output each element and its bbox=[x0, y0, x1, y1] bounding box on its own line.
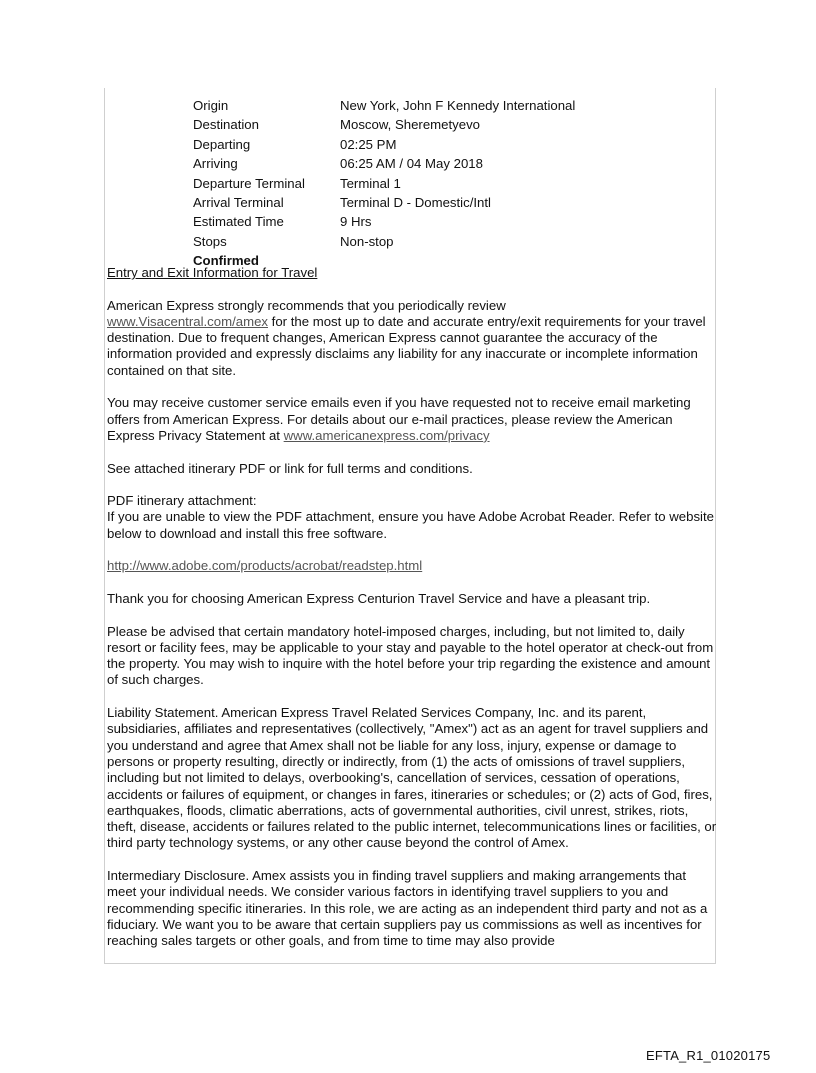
privacy-link[interactable]: www.americanexpress.com/privacy bbox=[283, 427, 490, 443]
pdf-heading: PDF itinerary attachment: bbox=[107, 493, 257, 509]
flight-value: 06:25 AM / 04 May 2018 bbox=[340, 156, 483, 172]
flight-value: 02:25 PM bbox=[340, 136, 397, 152]
itinerary-paragraph: See attached itinerary PDF or link for full terms and conditions. bbox=[107, 460, 473, 476]
flight-label: Arrival Terminal bbox=[193, 195, 284, 211]
flight-label: Arriving bbox=[193, 156, 238, 172]
entry-exit-paragraph bbox=[107, 298, 717, 379]
booking-status: Confirmed bbox=[193, 253, 259, 269]
entry-exit-rest: for the most up to date and accurate entry/exit requirements for your travel destination. Due to frequent changes, American Express cannot guarantee the accuracy of the information provided and expressly disclaims any liability for any inaccurate or incomplete information contained on that site. bbox=[107, 313, 706, 378]
pdf-paragraph bbox=[107, 493, 717, 542]
spacer bbox=[107, 281, 717, 297]
flight-value: New York, John F Kennedy International bbox=[340, 98, 576, 113]
flight-row-departing bbox=[193, 135, 640, 154]
flight-value: Terminal 1 bbox=[340, 175, 401, 191]
flight-value: Non-stop bbox=[340, 233, 394, 249]
flight-label: Destination bbox=[193, 117, 259, 133]
flight-row-departure-terminal bbox=[193, 174, 640, 193]
privacy-paragraph bbox=[107, 395, 717, 444]
pdf-text: If you are unable to view the PDF attachment, ensure you have Adobe Acrobat Reader. Refer to website below to download and install this free software. bbox=[107, 509, 714, 541]
flight-label: Departing bbox=[193, 136, 251, 152]
hotel-charges-paragraph: Please be advised that certain mandatory hotel-imposed charges, including, but not limited to, daily resort or facility fees, may be applicable to your stay and payable to the hotel operator at check-out from the property. You may wish to inquire with the hotel before your trip regarding the existence and amount of such charges. bbox=[107, 623, 714, 688]
entry-exit-heading: Entry and Exit Information for Travel bbox=[107, 265, 318, 280]
document-id: EFTA_R1_01020175 bbox=[646, 1048, 771, 1063]
adobe-reader-link[interactable]: http://www.adobe.com/products/acrobat/readstep.html bbox=[107, 558, 423, 574]
privacy-text: You may receive customer service emails even if you have requested not to receive email marketing offers from American Express. For details about our e-mail practices, please review the American Express Privacy Statement at bbox=[107, 395, 691, 443]
intermediary-paragraph: Intermediary Disclosure. Amex assists you in finding travel suppliers and making arrangements that meet your individual needs. We consider various factors in identifying travel suppliers to you and recommending specific itineraries. In this role, we are acting as an independent third party and not as a fiduciary. We want you to be aware that certain suppliers pay us commissions as well as incentives for reaching sales targets or other goals, and from time to time may also provide bbox=[107, 867, 708, 949]
thank-you-paragraph: Thank you for choosing American Express Centurion Travel Service and have a pleasant trip. bbox=[107, 590, 651, 606]
flight-value: Terminal D - Domestic/Intl bbox=[340, 195, 491, 211]
entry-exit-intro: American Express strongly recommends that you periodically review bbox=[107, 297, 506, 313]
flight-label: Stops bbox=[193, 233, 227, 249]
flight-row-arriving bbox=[193, 154, 640, 173]
flight-details-table bbox=[193, 96, 640, 271]
flight-label: Departure Terminal bbox=[193, 175, 305, 191]
adobe-link-paragraph bbox=[107, 558, 717, 574]
email-body bbox=[107, 265, 717, 966]
liability-paragraph: Liability Statement. American Express Travel Related Services Company, Inc. and its parent, subsidiaries, affiliates and representatives (collectively, "Amex") act as an agent for travel suppliers and you understand and agree that Amex shall not be liable for any loss, injury, expense or damage to persons or property resulting, directly or indirectly, from (1) the acts of omissions of travel suppliers, including but not limited to delays, overbooking's, cancellation of services, cessation of operations, accidents or failures of equipment, or changes in fares, itineraries or schedules; or (2) acts of God, fires, earthquakes, floods, climatic aberrations, acts of governmental authorities, civil unrest, strikes, riots, theft, disease, accidents or failures related to the public internet, telecommunications lines or facilities, or third party technology systems, or any other cause beyond the control of Amex. bbox=[107, 705, 717, 851]
flight-row-stops bbox=[193, 232, 640, 251]
visacentral-link[interactable]: www.Visacentral.com/amex bbox=[107, 313, 268, 329]
flight-label: Estimated Time bbox=[193, 214, 284, 230]
flight-row-estimated-time bbox=[193, 212, 640, 231]
flight-value: 9 Hrs bbox=[340, 214, 372, 230]
flight-row-destination bbox=[193, 115, 640, 134]
flight-row-origin bbox=[193, 96, 640, 115]
flight-row-arrival-terminal bbox=[193, 193, 640, 212]
flight-value: Moscow, Sheremetyevo bbox=[340, 117, 480, 133]
flight-label: Origin bbox=[193, 98, 229, 113]
